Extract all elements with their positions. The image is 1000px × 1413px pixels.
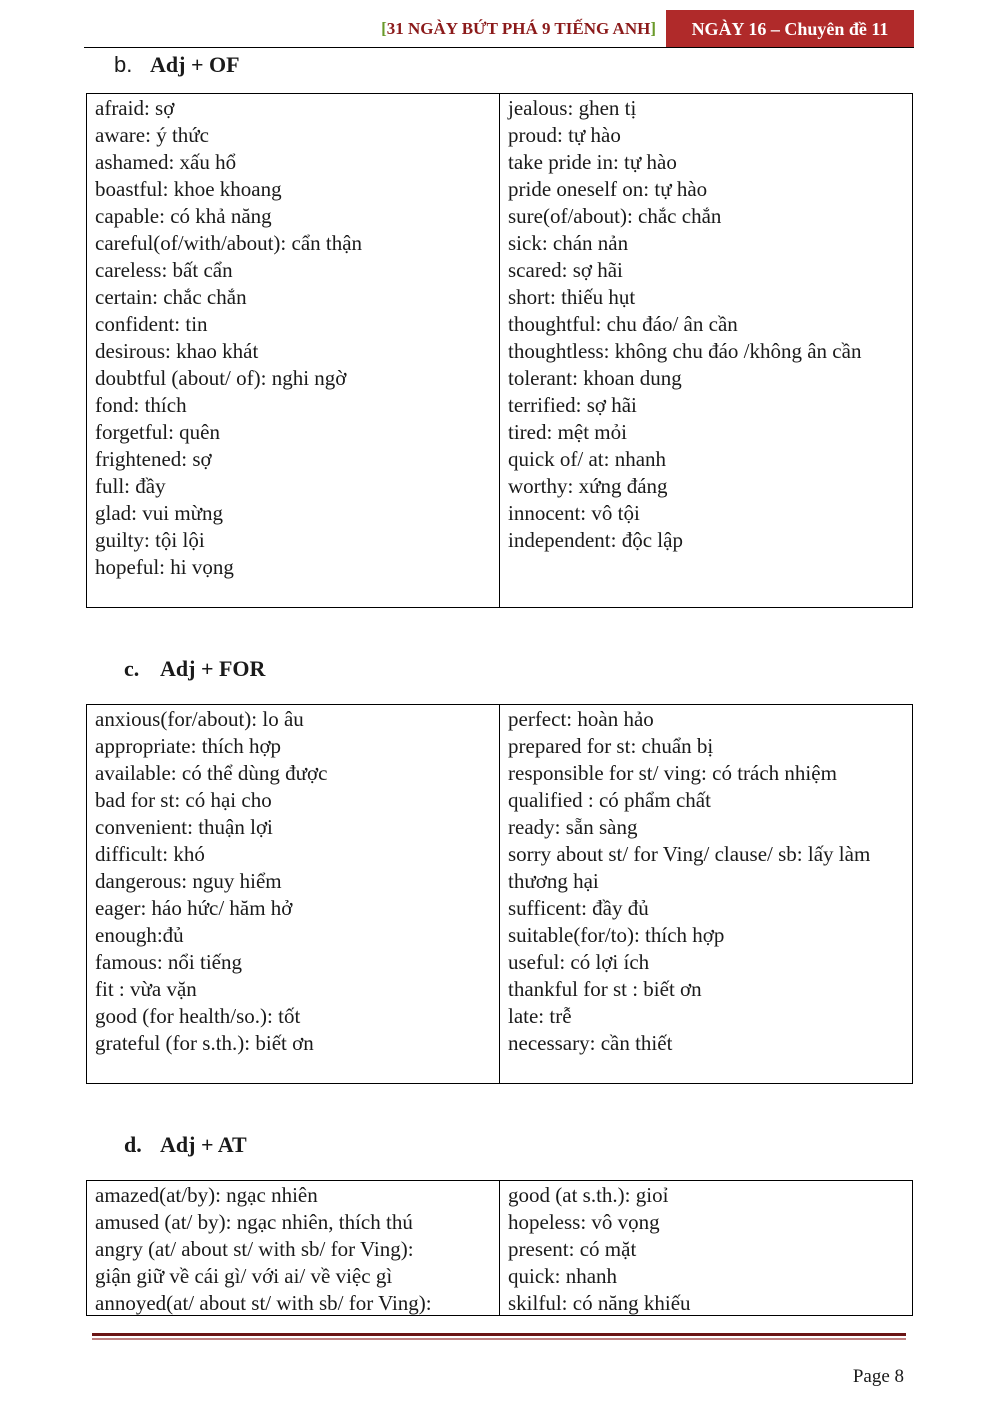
header-divider [84, 47, 914, 48]
vocab-entry: hopeless: vô vọng [508, 1210, 660, 1234]
vocab-entry: afraid: sợ [95, 96, 175, 120]
vocab-entry: confident: tin [95, 312, 208, 336]
page-header [84, 10, 914, 48]
vocab-entry: giận giữ về cái gì/ với ai/ về việc gì [95, 1264, 393, 1288]
vocab-entry: late: trễ [508, 1004, 572, 1028]
vocab-entry: perfect: hoàn hảo [508, 707, 654, 731]
section-label: c. [124, 656, 140, 681]
vocab-table-for [86, 704, 913, 1084]
vocab-entry: capable: có khả năng [95, 204, 272, 228]
vocab-entry: present: có mặt [508, 1237, 637, 1261]
vocab-entry: innocent: vô tội [508, 501, 640, 525]
vocab-entry: bad for st: có hại cho [95, 788, 272, 812]
vocab-entry: angry (at/ about st/ with sb/ for Ving): [95, 1237, 414, 1261]
vocab-entry: eager: háo hức/ hăm hở [95, 896, 293, 920]
footer-divider [92, 1333, 906, 1336]
vocab-entry: necessary: cần thiết [508, 1031, 673, 1055]
vocab-entry: jealous: ghen tị [508, 96, 637, 120]
section-label: b. [114, 52, 133, 77]
vocab-entry: fit : vừa vặn [95, 977, 197, 1001]
vocab-column-left [87, 94, 499, 607]
close-bracket: ] [650, 19, 656, 38]
vocab-entry: available: có thể dùng được [95, 761, 328, 785]
vocab-entry: appropriate: thích hợp [95, 734, 282, 758]
vocab-entry: scared: sợ hãi [508, 258, 623, 282]
vocab-entry: fond: thích [95, 393, 187, 417]
vocab-entry: thankful for st : biết ơn [508, 977, 702, 1001]
vocab-entry: pride oneself on: tự hào [508, 177, 708, 201]
vocab-entry: grateful (for s.th.): biết ơn [95, 1031, 314, 1055]
vocab-entry: forgetful: quên [95, 420, 220, 444]
footer-divider-light [92, 1338, 906, 1340]
vocab-table-of [86, 93, 913, 608]
vocab-entry: careless: bất cẩn [95, 258, 233, 282]
vocab-entry: ready: sẵn sàng [508, 815, 638, 839]
vocab-entry: short: thiếu hụt [508, 285, 636, 309]
vocab-entry: sorry about st/ for Ving/ clause/ sb: lấy làm thương hại [508, 842, 871, 893]
vocab-entry: proud: tự hào [508, 123, 621, 147]
vocab-entry: quick of/ at: nhanh [508, 447, 667, 471]
vocab-column-right [499, 94, 912, 607]
section-title-b [114, 52, 240, 78]
vocab-entry: difficult: khó [95, 842, 205, 866]
vocab-entry: careful(of/with/about): cẩn thận [95, 231, 363, 255]
book-title [381, 19, 656, 39]
vocab-entry: useful: có lợi ích [508, 950, 650, 974]
open-bracket: [ [381, 19, 387, 38]
vocab-entry: thoughtless: không chu đáo /không ân cần [508, 339, 862, 363]
vocab-entry: good (for health/so.): tốt [95, 1004, 301, 1028]
section-heading: Adj + FOR [160, 656, 266, 681]
book-title-text: 31 NGÀY BỨT PHÁ 9 TIẾNG ANH [386, 19, 651, 38]
vocab-entry: doubtful (about/ of): nghi ngờ [95, 366, 347, 390]
vocab-entry: aware: ý thức [95, 123, 209, 147]
vocab-entry: dangerous: nguy hiểm [95, 869, 282, 893]
vocab-entry: boastful: khoe khoang [95, 177, 282, 201]
vocab-entry: enough:đủ [95, 923, 184, 947]
vocab-entry: terrified: sợ hãi [508, 393, 637, 417]
vocab-entry: frightened: sợ [95, 447, 212, 471]
vocab-entry: amused (at/ by): ngạc nhiên, thích thú [95, 1210, 413, 1234]
vocab-entry: hopeful: hi vọng [95, 555, 234, 579]
vocab-entry: sick: chán nản [508, 231, 629, 255]
day-topic-text: NGÀY 16 – Chuyên đề 11 [691, 18, 889, 39]
vocab-entry: good (at s.th.): gioỉ [508, 1183, 669, 1207]
vocab-table-at [86, 1180, 913, 1316]
vocab-entry: worthy: xứng đáng [508, 474, 668, 498]
vocab-entry: suitable(for/to): thích hợp [508, 923, 725, 947]
vocab-entry: desirous: khao khát [95, 339, 259, 363]
vocab-entry: prepared for st: chuẩn bị [508, 734, 714, 758]
vocab-entry: tired: mệt mỏi [508, 420, 627, 444]
section-title-c [124, 656, 265, 682]
page-number: Page 8 [852, 1366, 904, 1387]
vocab-entry: independent: độc lập [508, 528, 683, 552]
vocab-entry: skilful: có năng khiếu [508, 1291, 691, 1315]
vocab-entry: full: đầy [95, 474, 166, 498]
vocab-entry: responsible for st/ ving: có trách nhiệm [508, 761, 837, 785]
vocab-entry: tolerant: khoan dung [508, 366, 682, 390]
vocab-entry: quick: nhanh [508, 1264, 618, 1288]
vocab-entry: ashamed: xấu hổ [95, 150, 237, 174]
section-label: d. [124, 1132, 142, 1157]
vocab-entry: annoyed(at/ about st/ with sb/ for Ving): [95, 1291, 432, 1315]
vocab-entry: convenient: thuận lợi [95, 815, 273, 839]
vocab-entry: famous: nổi tiếng [95, 950, 242, 974]
vocab-column-left [87, 705, 499, 1083]
vocab-column-right [499, 1181, 912, 1315]
vocab-entry: thoughtful: chu đáo/ ân cần [508, 312, 738, 336]
vocab-entry: amazed(at/by): ngạc nhiên [95, 1183, 318, 1207]
vocab-entry: certain: chắc chắn [95, 285, 247, 309]
vocab-entry: glad: vui mừng [95, 501, 224, 525]
vocab-entry: qualified : có phẩm chất [508, 788, 711, 812]
section-title-d [124, 1132, 247, 1158]
vocab-entry: guilty: tội lội [95, 528, 205, 552]
vocab-column-right [499, 705, 912, 1083]
day-topic-badge [666, 10, 914, 48]
section-heading: Adj + OF [150, 52, 240, 77]
section-heading: Adj + AT [160, 1132, 247, 1157]
vocab-column-left [87, 1181, 499, 1315]
vocab-entry: anxious(for/about): lo âu [95, 707, 304, 731]
vocab-entry: sure(of/about): chắc chắn [508, 204, 722, 228]
vocab-entry: sufficent: đầy đủ [508, 896, 649, 920]
vocab-entry: take pride in: tự hào [508, 150, 677, 174]
